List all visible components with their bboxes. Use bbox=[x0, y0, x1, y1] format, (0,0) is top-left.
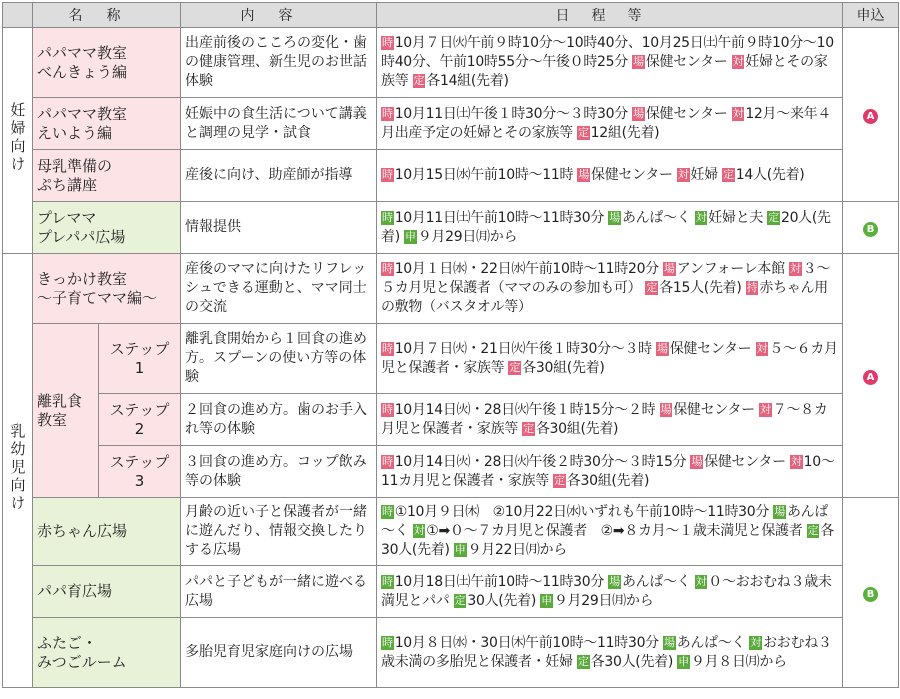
target-tag: 対 bbox=[756, 341, 768, 355]
program-schedule: 時 10月15日㈬午前10時～11時 場 保健センター 対 妊婦 定 14人(先着) bbox=[377, 150, 843, 202]
program-content: 出産前後のこころの変化・歯の健康管理、新生児のお世話体験 bbox=[181, 28, 377, 98]
apply-cell bbox=[843, 202, 899, 254]
apply-mark-a: A bbox=[863, 109, 878, 124]
capacity-tag: 定 bbox=[807, 524, 819, 537]
place-tag: 場 bbox=[691, 454, 703, 468]
capacity-tag: 定 bbox=[509, 360, 521, 374]
table-row bbox=[3, 254, 899, 324]
program-group-name: 離乳食教室 bbox=[33, 324, 99, 498]
program-schedule: 時 ①10月９日㈭ ②10月22日㈬いずれも午前10時～11時30分 場 あんぱ～く 対 ①➡０～７カ月児と保護者 ②➡８カ月～１歳未満児と保護者 定 各30人(先着) 申 ９月22日㈪から bbox=[377, 498, 843, 566]
program-content: 産後に向け、助産師が指導 bbox=[181, 150, 377, 202]
place-tag: 場 bbox=[609, 574, 620, 588]
header-schedule: 日程等 bbox=[377, 3, 843, 28]
place-tag: 場 bbox=[657, 341, 668, 355]
target-tag: 対 bbox=[750, 635, 762, 649]
table-row bbox=[3, 98, 899, 150]
apply-tag: 申 bbox=[541, 593, 552, 607]
program-name: プレママ プレパパ広場 bbox=[33, 202, 181, 254]
table-row bbox=[3, 394, 899, 446]
target-tag: 対 bbox=[789, 262, 801, 275]
apply-tag: 申 bbox=[454, 543, 466, 556]
program-name: ふたご・ みつごルーム bbox=[33, 618, 181, 688]
apply-tag: 申 bbox=[405, 229, 416, 243]
date-tag: 時 bbox=[382, 168, 393, 181]
target-tag: 対 bbox=[732, 106, 744, 120]
header-content: 内容 bbox=[181, 3, 377, 28]
program-content: 産後のママに向けたリフレッシュできる運動と、ママ同士の交流 bbox=[181, 254, 377, 324]
date-tag: 時 bbox=[382, 402, 393, 416]
date-tag: 時 bbox=[382, 36, 393, 49]
category-infant: 乳幼児向け bbox=[3, 254, 33, 688]
apply-mark-b: B bbox=[863, 222, 878, 237]
step-label: ステップ 1 bbox=[99, 324, 181, 394]
apply-cell bbox=[843, 254, 899, 498]
table-row bbox=[3, 28, 899, 98]
bring-tag: 持 bbox=[746, 281, 758, 294]
program-content: 妊娠中の食生活について講義と調理の見学・試食 bbox=[181, 98, 377, 150]
apply-cell bbox=[843, 498, 899, 688]
place-tag: 場 bbox=[664, 262, 675, 275]
target-tag: 対 bbox=[413, 524, 425, 537]
table-row bbox=[3, 324, 899, 394]
apply-tag: 申 bbox=[678, 654, 689, 668]
capacity-tag: 定 bbox=[523, 421, 534, 435]
table-row bbox=[3, 446, 899, 498]
program-name: パパママ教室 えいよう編 bbox=[33, 98, 181, 150]
table-row bbox=[3, 566, 899, 618]
place-tag: 場 bbox=[578, 168, 590, 181]
program-name: きっかけ教室 ～子育てママ編～ bbox=[33, 254, 181, 324]
program-name: 赤ちゃん広場 bbox=[33, 498, 181, 566]
program-name: 母乳準備の ぷち講座 bbox=[33, 150, 181, 202]
header-name: 名称 bbox=[33, 3, 181, 28]
program-content: ３回食の進め方。コップ飲み等の体験 bbox=[181, 446, 377, 498]
place-tag: 場 bbox=[660, 402, 672, 416]
date-tag: 時 bbox=[382, 574, 393, 588]
date-tag: 時 bbox=[382, 210, 393, 224]
place-tag: 場 bbox=[633, 106, 644, 120]
capacity-tag: 定 bbox=[577, 654, 589, 668]
program-content: 情報提供 bbox=[181, 202, 377, 254]
program-content: 離乳食開始から１回食の進め方。スプーンの使い方等の体験 bbox=[181, 324, 377, 394]
program-schedule: 時 10月８日㈬・30日㈭午前10時～11時30分 場 あんぱ～く 対 おおむね３歳未満の多胎児と保護者・妊婦 定 各30人(先着) 申 ９月８日㈪から bbox=[377, 618, 843, 688]
target-tag: 対 bbox=[677, 168, 689, 181]
target-tag: 対 bbox=[760, 402, 771, 416]
target-tag: 対 bbox=[695, 574, 707, 588]
program-content: 月齢の近い子と保護者が一緒に遊んだり、情報交換したりする広場 bbox=[181, 498, 377, 566]
header-row bbox=[3, 3, 899, 28]
target-tag: 対 bbox=[790, 454, 802, 468]
table-row bbox=[3, 202, 899, 254]
target-tag: 対 bbox=[732, 55, 744, 68]
schedule-table bbox=[2, 2, 899, 688]
program-schedule: 時 10月11日㈯午前10時～11時30分 場 あんぱ～く 対 妊婦と夫 定 20人(先着) 申 ９月29日㈪から bbox=[377, 202, 843, 254]
program-schedule: 時 10月14日㈫・28日㈫午後２時30分～３時15分 場 保健センター 対 10～11カ月児と保護者・家族等 定 各30組(先着) bbox=[377, 446, 843, 498]
capacity-tag: 定 bbox=[768, 210, 779, 224]
program-content: 多胎児育児家庭向けの広場 bbox=[181, 618, 377, 688]
place-tag: 場 bbox=[774, 505, 785, 518]
table-row bbox=[3, 150, 899, 202]
capacity-tag: 定 bbox=[723, 168, 734, 181]
program-schedule: 時 10月７日㈫・21日㈫午後１時30分～３時 場 保健センター 対 ５～６カ月児と保護者・家族等 定 各30組(先着) bbox=[377, 324, 843, 394]
program-schedule: 時 10月11日㈯午後１時30分～３時30分 場 保健センター 対 12月～来年４月出産予定の妊婦とその家族等 定 12組(先着) bbox=[377, 98, 843, 150]
program-name: パパ育広場 bbox=[33, 566, 181, 618]
program-content: パパと子どもが一緒に遊べる広場 bbox=[181, 566, 377, 618]
apply-mark-a: A bbox=[863, 370, 878, 385]
program-name: パパママ教室 べんきょう編 bbox=[33, 28, 181, 98]
date-tag: 時 bbox=[382, 454, 393, 468]
header-apply: 申込 bbox=[843, 3, 899, 28]
place-tag: 場 bbox=[609, 210, 620, 224]
program-schedule: 時 10月１日㈬・22日㈬午前10時～11時20分 場 アンフォーレ本館 対 ３～５カ月児と保護者（ママのみの参加も可） 定 各15人(先着) 持 赤ちゃん用の敷物（バスタオル等） bbox=[377, 254, 843, 324]
date-tag: 時 bbox=[382, 635, 393, 649]
category-pregnant: 妊婦向け bbox=[3, 28, 33, 254]
apply-cell bbox=[843, 28, 899, 202]
date-tag: 時 bbox=[382, 106, 393, 120]
capacity-tag: 定 bbox=[454, 593, 466, 607]
program-content: ２回食の進め方。歯のお手入れ等の体験 bbox=[181, 394, 377, 446]
capacity-tag: 定 bbox=[577, 125, 589, 139]
program-schedule: 時 10月７日㈫午前９時10分～10時40分、10月25日㈯午前９時10分～10時40分、午前10時55分～午後０時25分 場 保健センター 対 妊婦とその家族等 定 各14組(先着) bbox=[377, 28, 843, 98]
table-row bbox=[3, 498, 899, 566]
date-tag: 時 bbox=[382, 341, 393, 355]
apply-mark-b: B bbox=[863, 587, 878, 602]
place-tag: 場 bbox=[664, 635, 675, 649]
step-label: ステップ 2 bbox=[99, 394, 181, 446]
date-tag: 時 bbox=[382, 505, 393, 518]
capacity-tag: 定 bbox=[413, 74, 425, 87]
place-tag: 場 bbox=[633, 55, 644, 68]
target-tag: 対 bbox=[695, 210, 707, 224]
capacity-tag: 定 bbox=[554, 473, 565, 487]
program-schedule: 時 10月14日㈫・28日㈫午後１時15分～２時 場 保健センター 対 ７～８カ月児と保護者・家族等 定 各30組(先着) bbox=[377, 394, 843, 446]
step-label: ステップ 3 bbox=[99, 446, 181, 498]
capacity-tag: 定 bbox=[646, 281, 658, 294]
table-row bbox=[3, 618, 899, 688]
program-schedule: 時 10月18日㈯午前10時～11時30分 場 あんぱ～く 対 ０～おおむね３歳未満児とパパ 定 30人(先着) 申 ９月29日㈪から bbox=[377, 566, 843, 618]
date-tag: 時 bbox=[382, 262, 393, 275]
